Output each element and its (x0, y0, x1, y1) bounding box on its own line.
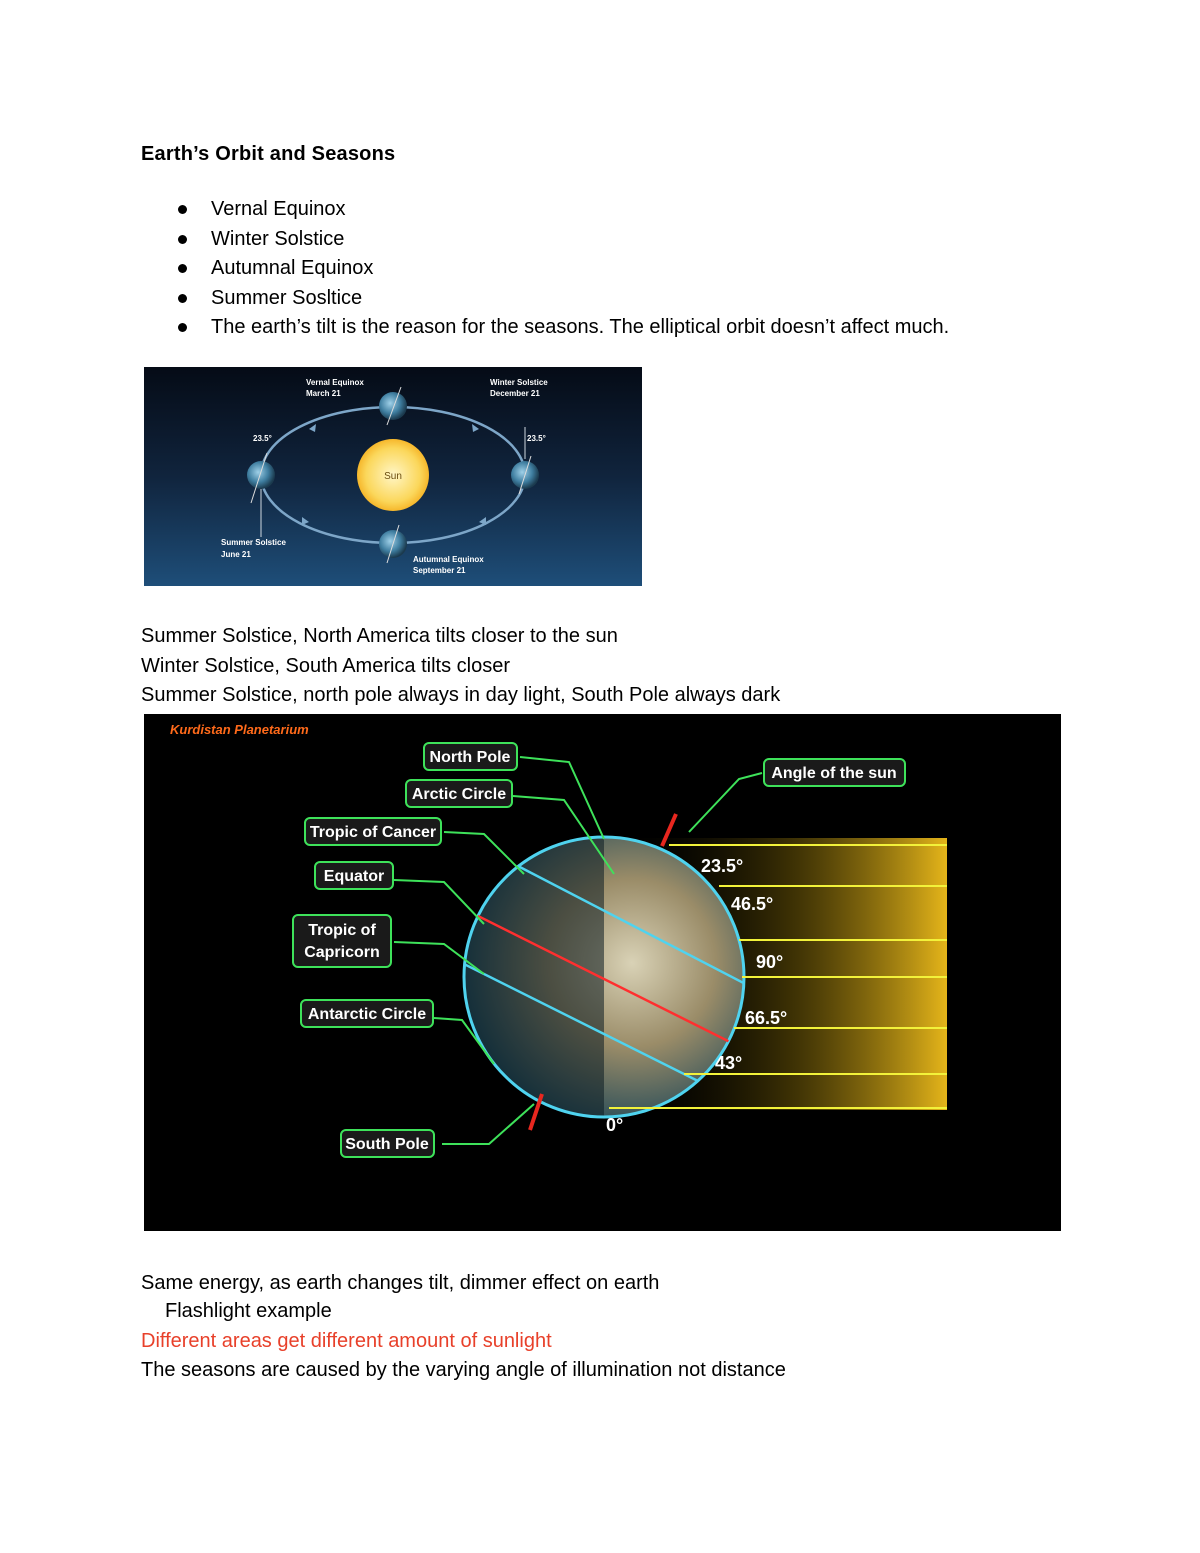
autumnal-equinox-date: September 21 (413, 566, 466, 575)
bullet-icon (178, 205, 187, 214)
angle-label: 46.5° (731, 894, 774, 914)
list-item-text: Summer Sosltice (211, 286, 363, 309)
note-line: Same energy, as earth changes tilt, dimmer effect on earth (141, 1272, 660, 1294)
north-pole-label: North Pole (429, 749, 511, 766)
tropic-of-capricorn-label-2: Capricorn (304, 944, 380, 961)
bullet-icon (178, 323, 187, 332)
highlighted-note: Different areas get different amount of sunlight (141, 1330, 552, 1352)
list-item (170, 254, 949, 284)
earth-tilt-diagram (144, 714, 1061, 1231)
list-item (170, 225, 949, 255)
arctic-circle-label: Arctic Circle (411, 786, 507, 803)
note-line: Summer Solstice, North America tilts closer to the sun (141, 625, 618, 647)
angle-label: 23.5° (701, 856, 744, 876)
list-item (170, 195, 949, 225)
winter-solstice-date: December 21 (490, 389, 540, 398)
page-title: Earth’s Orbit and Seasons (141, 143, 396, 165)
note-line-indented: Flashlight example (165, 1300, 332, 1322)
winter-solstice-label: Winter Solstice (490, 378, 548, 387)
list-item-text: The earth’s tilt is the reason for the seasons. The elliptical orbit doesn’t affect much. (211, 316, 950, 338)
angle-label: 90° (756, 952, 784, 972)
summer-solstice-date: June 21 (221, 550, 251, 559)
planetarium-watermark: Kurdistan Planetarium (170, 722, 309, 737)
list-item (170, 284, 949, 314)
tilt-label-right: 23.5° (527, 434, 546, 443)
bullet-list (170, 195, 949, 343)
angle-label: 0° (606, 1115, 624, 1135)
list-item-text: Autumnal Equinox (211, 257, 374, 279)
list-item (170, 313, 949, 343)
south-pole-label: South Pole (345, 1136, 429, 1153)
tilt-label-left: 23.5° (253, 434, 272, 443)
tropic-of-cancer-label: Tropic of Cancer (309, 824, 437, 841)
vernal-equinox-label: Vernal Equinox (306, 378, 364, 387)
bullet-icon (178, 294, 187, 303)
bullet-icon (178, 235, 187, 244)
antarctic-circle-label: Antarctic Circle (307, 1006, 427, 1023)
tropic-of-capricorn-label-1: Tropic of (308, 922, 376, 939)
sun-label: Sun (384, 471, 402, 482)
autumnal-equinox-label: Autumnal Equinox (413, 555, 484, 564)
orbit-diagram (144, 367, 642, 586)
vernal-equinox-date: March 21 (306, 389, 341, 398)
angle-label: 43° (715, 1053, 743, 1073)
earth-icon (379, 392, 407, 420)
list-item-text: Vernal Equinox (211, 198, 346, 220)
summer-solstice-label: Summer Solstice (221, 538, 286, 547)
angle-label: 66.5° (745, 1008, 788, 1028)
list-item-text: Winter Solstice (211, 227, 345, 250)
bullet-icon (178, 264, 187, 273)
angle-of-sun-label: Angle of the sun (771, 765, 897, 782)
earth-icon (247, 461, 275, 489)
note-line: Winter Solstice, South America tilts closer (141, 655, 511, 677)
note-line: The seasons are caused by the varying angle of illumination not distance (141, 1359, 786, 1381)
note-line: Summer Solstice, north pole always in day light, South Pole always dark (141, 684, 781, 706)
equator-label: Equator (323, 868, 385, 885)
